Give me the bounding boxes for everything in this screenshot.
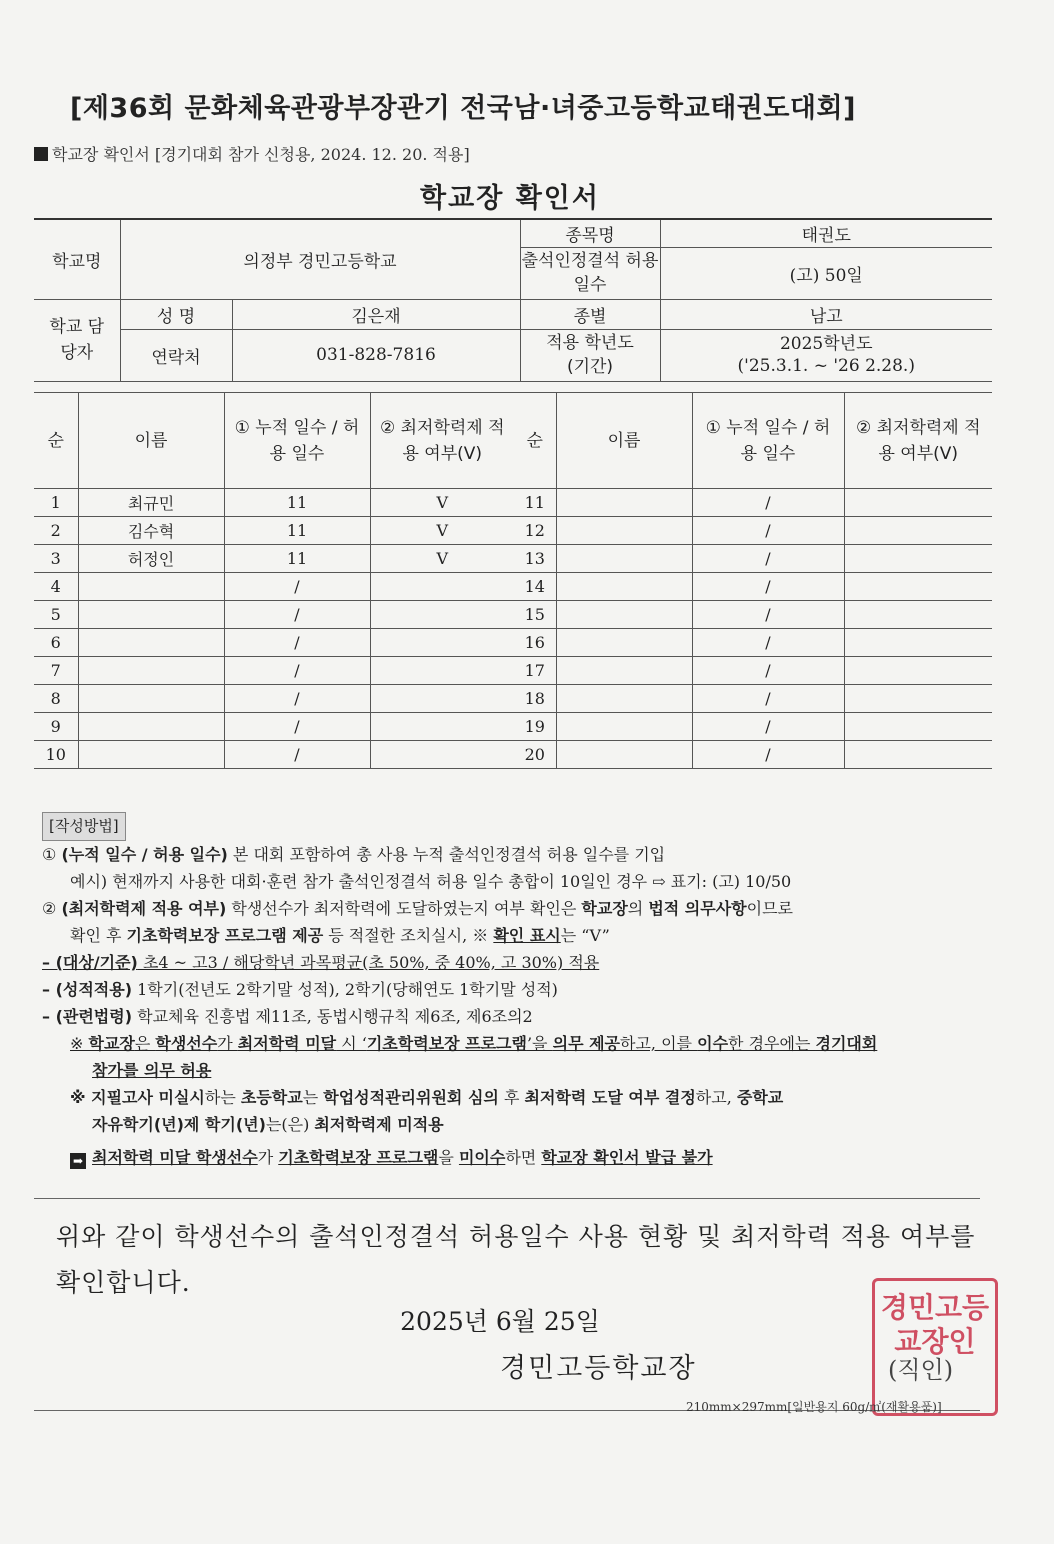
official-seal: 경민고등 교장인	[872, 1278, 998, 1416]
detail-grade-label: – (성적적용)	[42, 980, 133, 999]
table-row	[34, 489, 514, 517]
cell-applied	[370, 657, 514, 685]
circled-1: ①	[42, 845, 57, 864]
cell-name: 허정인	[78, 545, 224, 573]
cell-days: /	[224, 573, 370, 601]
cell-name	[556, 685, 692, 713]
cell-days: /	[224, 601, 370, 629]
confirmation-text: 위와 같이 학생선수의 출석인정결석 허용일수 사용 현황 및 최저학력 적용 여부를 확인합니다.	[56, 1222, 976, 1297]
year-cell	[660, 329, 992, 381]
table-row	[34, 517, 514, 545]
detail-grade-text: 1학기(전년도 2학기말 성적), 2학기(당해연도 1학기말 성적)	[132, 980, 558, 999]
remark-1-f: 최저학력 미달	[237, 1034, 337, 1053]
final-b: 가	[257, 1148, 279, 1167]
table-row	[514, 545, 992, 573]
year-value: 2025학년도	[779, 334, 873, 354]
remark-1-i: ’을	[526, 1034, 553, 1053]
remark-2-i: 중학교	[736, 1088, 784, 1107]
remark-1	[42, 1030, 992, 1057]
col-header-name: 이름	[556, 393, 692, 489]
school-info-table	[34, 218, 992, 382]
cell-days: /	[692, 713, 844, 741]
table-row	[514, 573, 992, 601]
table-row	[34, 657, 514, 685]
cell-applied	[844, 685, 992, 713]
note-2-text-2: 의	[627, 899, 649, 918]
detail-law-text: 학교체육 진흥법 제11조, 동법시행규칙 제6조, 제6조의2	[132, 1007, 533, 1026]
remark-2-l: 최저학력제 미적용	[314, 1115, 444, 1134]
cell-name	[78, 657, 224, 685]
cell-name	[556, 489, 692, 517]
instructions-heading: [작성방법]	[42, 812, 126, 841]
cell-name	[78, 713, 224, 741]
remark-1-n: 경기대회	[815, 1034, 878, 1053]
cell-days: /	[224, 713, 370, 741]
col-header-applied: ② 최저학력제 적용 여부(V)	[844, 393, 992, 489]
contact-label: 연락처	[120, 329, 232, 381]
remark-2-cont	[42, 1111, 992, 1138]
cell-days: /	[224, 741, 370, 769]
final-g: 학교장 확인서 발급 불가	[541, 1148, 713, 1167]
note-1-example: 예시) 현재까지 사용한 대회·훈련 참가 출석인정결석 허용 일수 총합이 10일인 경우 ⇨ 표기: (고) 10/50	[70, 872, 792, 891]
detail-target-label: – (대상/기준)	[42, 953, 138, 972]
table-row	[34, 629, 514, 657]
remark-1-h: 기초학력보장 프로그램	[366, 1034, 527, 1053]
cell-applied	[844, 657, 992, 685]
final-a: 최저학력 미달 학생선수	[92, 1148, 258, 1167]
circled-2: ②	[42, 899, 57, 918]
cell-days: /	[692, 601, 844, 629]
note-2-duty: 법적 의무사항	[648, 899, 747, 918]
table-row	[514, 713, 992, 741]
cell-no: 17	[514, 657, 556, 685]
table-row	[514, 629, 992, 657]
detail-law-label: – (관련법령)	[42, 1007, 133, 1026]
cell-days: /	[224, 685, 370, 713]
final-c: 기초학력보장 프로그램	[278, 1148, 439, 1167]
principal-title: 경민고등학교장	[500, 1353, 697, 1384]
arrow-right-icon: ➡	[70, 1153, 86, 1169]
cell-applied	[370, 713, 514, 741]
note-2-program: 기초학력보장 프로그램 제공	[126, 926, 324, 945]
instructions	[42, 812, 992, 1171]
cell-name	[556, 545, 692, 573]
year-label: 적용 학년도 (기간)	[520, 329, 660, 381]
cell-name	[556, 741, 692, 769]
remark-1-l: 이수	[697, 1034, 729, 1053]
remark-1-a: ※	[70, 1034, 89, 1053]
cell-no: 6	[34, 629, 78, 657]
cell-applied: V	[370, 545, 514, 573]
cell-days: /	[692, 517, 844, 545]
cell-applied	[844, 629, 992, 657]
contest-title: [제36회 문화체육관광부장관기 전국남·녀중고등학교태권도대회]	[70, 93, 856, 124]
separator-top	[34, 1198, 980, 1199]
cell-days: /	[224, 657, 370, 685]
cell-days: /	[692, 657, 844, 685]
remark-2-a: ※ 지필고사 미실시	[70, 1088, 205, 1107]
table-row	[514, 657, 992, 685]
cell-days: 11	[224, 545, 370, 573]
cell-applied: V	[370, 517, 514, 545]
table-row	[34, 601, 514, 629]
remark-2-d: 는	[302, 1088, 324, 1107]
cell-name	[78, 629, 224, 657]
note-2-l2a: 확인 후	[70, 926, 127, 945]
cell-days: /	[692, 545, 844, 573]
cell-no: 13	[514, 545, 556, 573]
cell-no: 3	[34, 545, 78, 573]
paper-spec: 210mm×297mm[일반용지 60g/㎡(재활용품)]	[686, 1400, 942, 1414]
note-2-bold: (최저학력제 적용 여부)	[61, 899, 227, 918]
detail-law	[42, 1003, 992, 1030]
note-2-principal: 학교장	[581, 899, 628, 918]
issue-date: 2025년 6월 25일	[400, 1307, 600, 1336]
category-value: 남고	[660, 299, 992, 329]
document-title: 학교장 확인서	[420, 183, 600, 214]
remark-1-d: 학생선수	[155, 1034, 218, 1053]
note-2-check-mark: 확인 표시	[493, 926, 561, 945]
remark-1-b: 학교장	[88, 1034, 135, 1053]
cell-no: 18	[514, 685, 556, 713]
form-subtitle	[34, 142, 470, 165]
event-label: 종목명	[520, 219, 660, 247]
absence-value: (고) 50일	[660, 247, 992, 299]
col-header-no: 순	[514, 393, 556, 489]
category-label: 종별	[520, 299, 660, 329]
student-table-right	[514, 392, 992, 769]
remark-1-m: 한 경우에는	[728, 1034, 816, 1053]
note-1-text: 본 대회 포함하여 총 사용 누적 출석인정결석 허용 일수를 기입	[227, 845, 666, 864]
cell-applied	[370, 601, 514, 629]
cell-days: /	[692, 741, 844, 769]
final-e: 미이수	[458, 1148, 506, 1167]
table-row	[514, 489, 992, 517]
cell-applied	[844, 489, 992, 517]
remark-2-g: 최저학력 도달 여부 결정	[524, 1088, 696, 1107]
remark-2-h: 하고,	[695, 1088, 737, 1107]
cell-no: 15	[514, 601, 556, 629]
col-header-applied: ② 최저학력제 적용 여부(V)	[370, 393, 514, 489]
remark-2-c: 초등학교	[240, 1088, 303, 1107]
table-row	[514, 685, 992, 713]
table-row	[514, 601, 992, 629]
cell-applied	[844, 741, 992, 769]
school-value: 의정부 경민고등학교	[120, 219, 520, 299]
col-header-no: 순	[34, 393, 78, 489]
cell-applied	[844, 713, 992, 741]
cell-days: /	[224, 629, 370, 657]
cell-no: 4	[34, 573, 78, 601]
cell-no: 7	[34, 657, 78, 685]
final-f: 하면	[505, 1148, 542, 1167]
cell-days: /	[692, 489, 844, 517]
cell-name	[78, 741, 224, 769]
cell-no: 14	[514, 573, 556, 601]
cell-no: 1	[34, 489, 78, 517]
cell-no: 2	[34, 517, 78, 545]
remark-1-k: 하고, 이를	[620, 1034, 698, 1053]
final-warning	[42, 1144, 992, 1171]
note-2	[42, 895, 992, 922]
event-value: 태권도	[660, 219, 992, 247]
cell-days: 11	[224, 517, 370, 545]
year-period: ('25.3.1. ~ '26 2.28.)	[737, 356, 915, 376]
table-row	[34, 685, 514, 713]
cell-name: 김수혁	[78, 517, 224, 545]
remark-2	[42, 1084, 992, 1111]
col-header-name: 이름	[78, 393, 224, 489]
contact-value: 031-828-7816	[232, 329, 520, 381]
cell-no: 8	[34, 685, 78, 713]
remark-1-cont	[42, 1057, 992, 1084]
cell-name	[556, 657, 692, 685]
note-2-text: 학생선수가 최저학력에 도달하였는지 여부 확인은	[226, 899, 582, 918]
note-2-text-3: 이므로	[746, 899, 794, 918]
detail-target	[42, 949, 992, 976]
table-row	[34, 741, 514, 769]
school-label: 학교명	[34, 219, 120, 299]
cell-applied	[844, 601, 992, 629]
form-subtitle-text: 학교장 확인서 [경기대회 참가 신청용, 2024. 12. 20. 적용]	[52, 145, 470, 164]
cell-no: 10	[34, 741, 78, 769]
cell-name: 최규민	[78, 489, 224, 517]
remark-1-g: 시 ‘	[336, 1034, 367, 1053]
detail-target-text: 초4 ~ 고3 / 해당학년 과목평균(초 50%, 중 40%, 고 30%) 적용	[137, 953, 600, 972]
cell-no: 19	[514, 713, 556, 741]
remark-2-j: 자유학기(년)제 학기(년)	[92, 1115, 266, 1134]
remark-2-k: 는(은)	[265, 1115, 315, 1134]
cell-no: 11	[514, 489, 556, 517]
name-value: 김은재	[232, 299, 520, 329]
col-header-days: ① 누적 일수 / 허용 일수	[692, 393, 844, 489]
cell-applied	[370, 629, 514, 657]
cell-name	[556, 629, 692, 657]
table-row	[34, 713, 514, 741]
final-d: 을	[438, 1148, 459, 1167]
cell-applied	[370, 741, 514, 769]
remark-1-o: 참가를 의무 허용	[92, 1061, 212, 1080]
bullet-square-icon	[34, 147, 48, 161]
cell-no: 5	[34, 601, 78, 629]
cell-no: 9	[34, 713, 78, 741]
remark-2-e: 학업성적관리위원회 심의	[323, 1088, 499, 1107]
cell-days: 11	[224, 489, 370, 517]
cell-days: /	[692, 629, 844, 657]
col-header-days: ① 누적 일수 / 허용 일수	[224, 393, 370, 489]
seal-mark: (직인)	[888, 1356, 954, 1384]
cell-no: 12	[514, 517, 556, 545]
absence-label: 출석인정결석 허용 일수	[520, 247, 660, 299]
note-1	[42, 841, 992, 868]
table-row	[514, 517, 992, 545]
table-row	[34, 545, 514, 573]
remark-1-e: 가	[217, 1034, 238, 1053]
cell-applied	[370, 685, 514, 713]
cell-no: 20	[514, 741, 556, 769]
cell-days: /	[692, 573, 844, 601]
cell-name	[78, 573, 224, 601]
table-row	[34, 573, 514, 601]
remark-2-f: 후	[498, 1088, 525, 1107]
note-2-l2c: 등 적절한 조치실시, ※	[323, 926, 494, 945]
manager-label: 학교 담당자	[34, 299, 120, 381]
note-2-line-2	[42, 922, 992, 949]
cell-applied	[844, 545, 992, 573]
student-table-left	[34, 392, 514, 769]
table-row	[514, 741, 992, 769]
cell-name	[556, 601, 692, 629]
cell-days: /	[692, 685, 844, 713]
cell-name	[556, 573, 692, 601]
cell-applied: V	[370, 489, 514, 517]
cell-applied	[370, 573, 514, 601]
note-1-bold: (누적 일수 / 허용 일수)	[61, 845, 228, 864]
cell-name	[78, 601, 224, 629]
cell-no: 16	[514, 629, 556, 657]
cell-name	[556, 517, 692, 545]
remark-2-b: 하는	[204, 1088, 241, 1107]
remark-1-c: 은	[134, 1034, 156, 1053]
note-2-l2e: 는 “V”	[560, 926, 610, 945]
cell-name	[556, 713, 692, 741]
cell-applied	[844, 573, 992, 601]
cell-applied	[844, 517, 992, 545]
cell-name	[78, 685, 224, 713]
detail-grade	[42, 976, 992, 1003]
name-label: 성 명	[120, 299, 232, 329]
remark-1-j: 의무 제공	[552, 1034, 621, 1053]
